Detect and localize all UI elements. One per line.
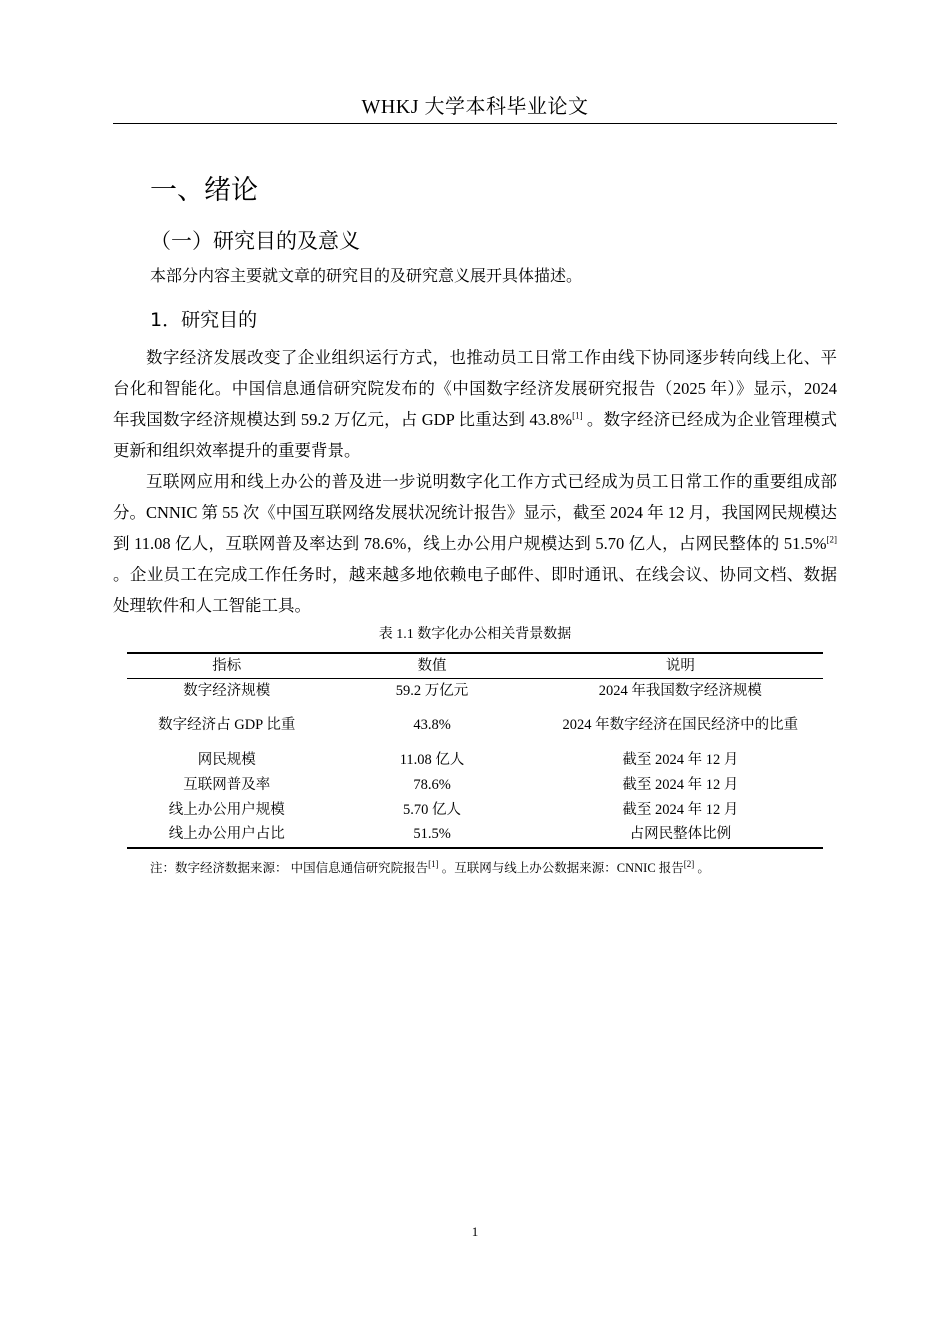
table-cell: 2024 年我国数字经济规模	[598, 682, 762, 699]
table-row	[127, 773, 823, 798]
table-cell: 截至 2024 年 12 月	[622, 751, 739, 768]
note-text-b: 。互联网与线上办公数据来源：CNNIC 报告	[438, 861, 684, 875]
section-title: （一）研究目的及意义	[150, 229, 360, 253]
table-row	[127, 748, 823, 773]
table-row	[127, 679, 823, 704]
table-row	[127, 704, 823, 748]
table-cell: 数字经济规模	[183, 682, 271, 699]
section-intro: 本部分内容主要就文章的研究目的及研究意义展开具体描述。	[150, 268, 583, 285]
table-header-cell: 说明	[665, 657, 695, 674]
table-cell: 11.08 亿人	[399, 751, 465, 768]
table-note	[150, 859, 710, 877]
header-title: WHKJ 大学本科毕业论文	[361, 96, 589, 118]
table-cell: 数字经济占 GDP 比重	[158, 717, 296, 733]
note-text-c: 。	[694, 861, 710, 875]
note-text-a: 注：数字经济数据来源： 中国信息通信研究院报告	[150, 861, 429, 875]
table-cell: 59.2 万亿元	[395, 682, 469, 699]
running-header	[113, 94, 837, 124]
paragraph-1-text-b: 。数字经济已经成为企业管理模式更新和组织效率提升的重要背景。	[113, 410, 838, 460]
table-header-cell: 数值	[417, 657, 447, 674]
note-ref-1: [1]	[428, 858, 439, 869]
citation-ref-1: [1]	[572, 410, 583, 421]
note-ref-2: [2]	[683, 858, 695, 869]
paragraph-1-text-a: 数字经济发展改变了企业组织运行方式，也推动员工日常工作由线下协同逐步转向线上化、平台化和智能化。中国信息通信研究院发布的《中国数字经济发展研究报告（2025 年）》显示，2024 年我国数字经济规模达到 59.2 万亿元，占 GDP 比重达到 43.8%	[113, 348, 837, 429]
table-cell: 5.70 亿人	[403, 801, 462, 818]
table-header-row	[127, 653, 823, 679]
paragraph-2	[113, 466, 837, 621]
table-cell: 线上办公用户规模	[168, 801, 285, 818]
table-cell: 网民规模	[197, 751, 256, 768]
table-cell: 51.5%	[413, 826, 451, 842]
table-cell: 43.8%	[413, 717, 451, 733]
table-row	[127, 798, 823, 823]
page-number: 1	[471, 1224, 479, 1239]
citation-ref-2: [2]	[826, 534, 837, 545]
paragraph-2-text-a: 互联网应用和线上办公的普及进一步说明数字化工作方式已经成为员工日常工作的重要组成部分。CNNIC 第 55 次《中国互联网络发展状况统计报告》显示，截至 2024 年 12 月，我国网民规模达到 11.08 亿人，互联网普及率达到 78.6%，线上办公用户规模达到 5.70 亿人，占网民整体的 51.5%	[113, 472, 837, 553]
table-cell: 截至 2024 年 12 月	[622, 776, 739, 793]
table-cell: 78.6%	[413, 776, 451, 793]
table-cell: 截至 2024 年 12 月	[622, 801, 739, 818]
subsection-title: 1．研究目的	[150, 309, 258, 331]
table-cell: 互联网普及率	[183, 776, 271, 793]
paragraph-1	[113, 342, 837, 466]
table-cell: 占网民整体比例	[629, 826, 732, 842]
chapter-title: 一、绪论	[150, 175, 258, 206]
table-row	[127, 823, 823, 848]
table-cell: 线上办公用户占比	[168, 826, 285, 842]
table-caption: 表 1.1 数字化办公相关背景数据	[378, 627, 572, 642]
data-table	[127, 652, 823, 849]
table-header-cell: 指标	[212, 657, 242, 674]
table-cell: 2024 年数字经济在国民经济中的比重	[562, 717, 799, 733]
paragraph-2-text-b: 。企业员工在完成工作任务时，越来越多地依赖电子邮件、即时通讯、在线会议、协同文档、数据处理软件和人工智能工具。	[113, 565, 837, 615]
